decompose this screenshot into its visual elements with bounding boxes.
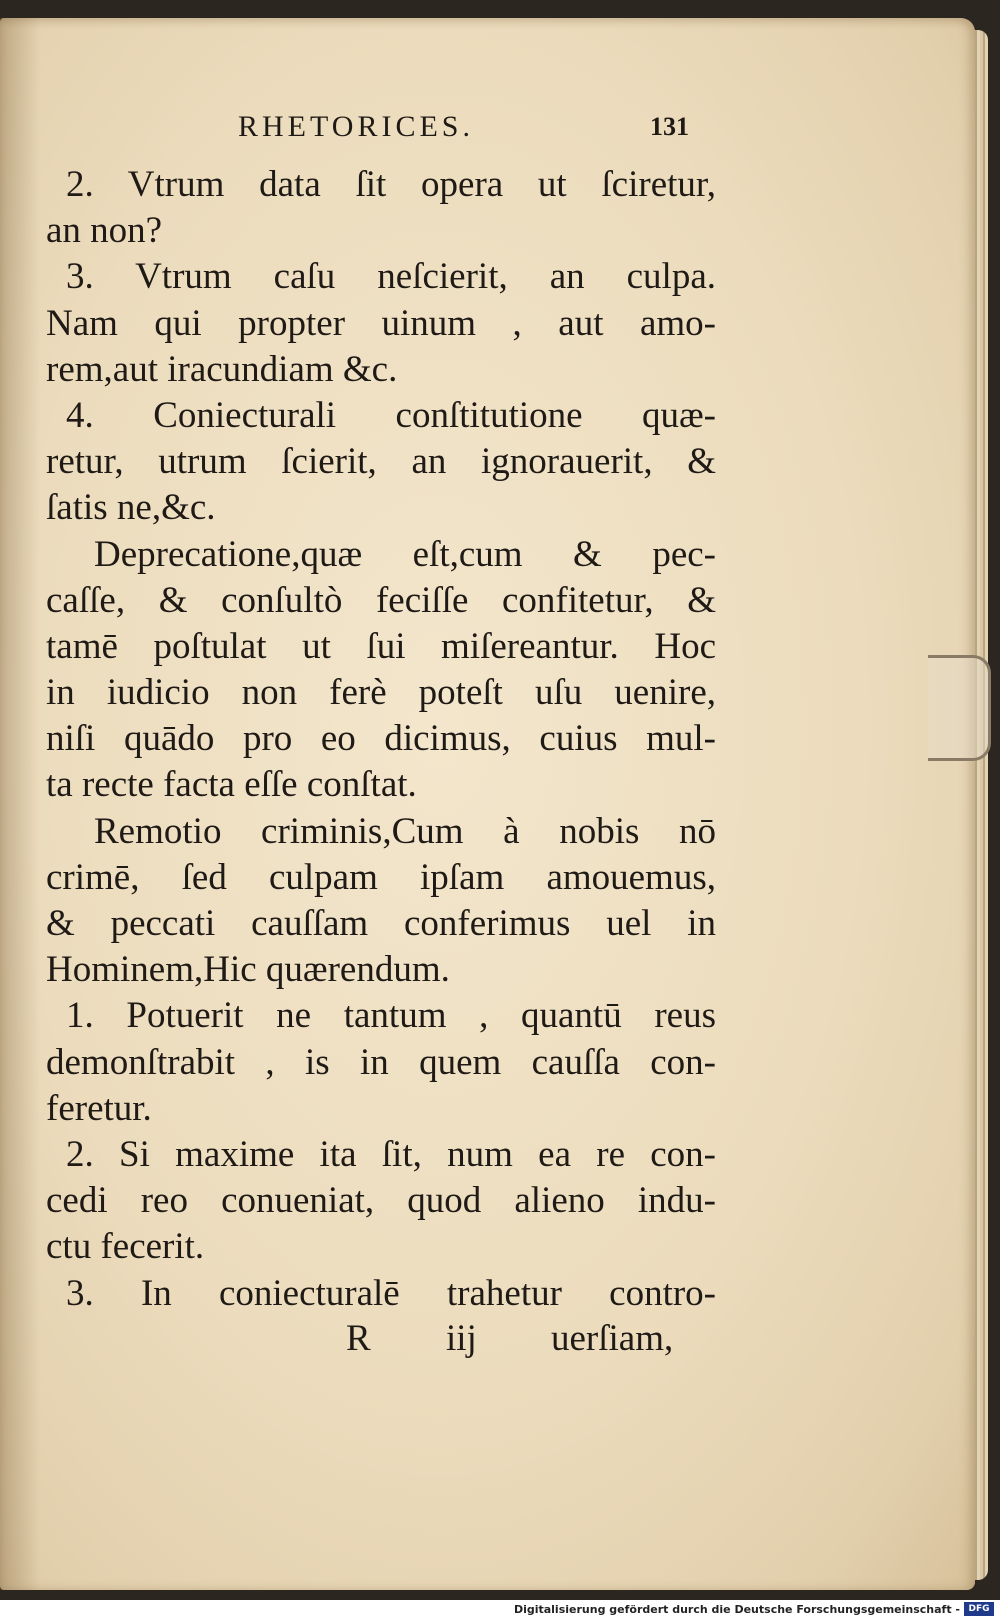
page-clip — [928, 655, 991, 761]
running-head-title: RHETORICES. — [238, 110, 474, 143]
text-line: Nam qui propter uinum , aut amo- — [46, 302, 716, 344]
text-line: ſatis ne,&c. — [46, 487, 216, 529]
text-line: an non? — [46, 210, 163, 252]
catchword: uerſiam, — [551, 1317, 674, 1359]
funding-credit: Digitalisierung gefördert durch die Deutsche Forschungsgemeinschaft - — [513, 1603, 960, 1616]
text-line: ctu fecerit. — [46, 1226, 205, 1268]
text-line: in iudicio non ferè poteſt uſu uenire, — [46, 672, 716, 714]
text-line: Hominem,Hic quærendum. — [46, 949, 450, 991]
text-line: 2. Si maxime ita ſit, num ea re con- — [66, 1133, 716, 1175]
text-line: 2. Vtrum data ſit opera ut ſciretur, — [66, 164, 716, 205]
dfg-logo-icon: DFG — [964, 1602, 994, 1616]
text-line: niſi quādo pro eo dicimus, cuius mul- — [46, 718, 716, 760]
text-block — [46, 110, 716, 1367]
text-line: cedi reo conueniat, quod alieno indu- — [46, 1180, 716, 1222]
text-line: crimē, ſed culpam ipſam amouemus, — [46, 856, 716, 898]
page-number: 131 — [650, 112, 689, 141]
gutter-shadow — [0, 18, 40, 1590]
text-line: feretur. — [46, 1087, 152, 1129]
text-line: Deprecatione,quæ eſt,cum & pec- — [94, 533, 716, 575]
text-line: & peccati cauſſam conferimus uel in — [46, 903, 716, 944]
text-line: tamē poſtulat ut ſui miſereantur. Hoc — [46, 625, 716, 667]
text-line: retur, utrum ſcierit, an ignorauerit, & — [46, 441, 716, 483]
signature-number: iij — [446, 1317, 477, 1359]
footer-bar — [0, 1600, 1000, 1619]
text-line: ta recte facta eſſe conſtat. — [46, 764, 417, 806]
text-line: caſſe, & conſultò feciſſe confitetur, & — [46, 579, 716, 621]
text-line: Remotio criminis,Cum à nobis nō — [94, 810, 716, 852]
text-line: 1. Potuerit ne tantum , quantū reus — [66, 995, 716, 1037]
text-line: 4. Coniecturali conſtitutione quæ- — [66, 394, 716, 436]
running-head — [46, 110, 716, 162]
text-line: demonſtrabit , is in quem cauſſa con- — [46, 1041, 716, 1083]
signature-mark: R — [346, 1317, 371, 1359]
text-line: rem,aut iracundiam &c. — [46, 348, 398, 390]
text-line: 3. Vtrum caſu neſcierit, an culpa. — [66, 256, 716, 298]
catchline — [46, 1317, 716, 1367]
text-line: 3. In coniecturalē trahetur contro- — [66, 1272, 716, 1314]
